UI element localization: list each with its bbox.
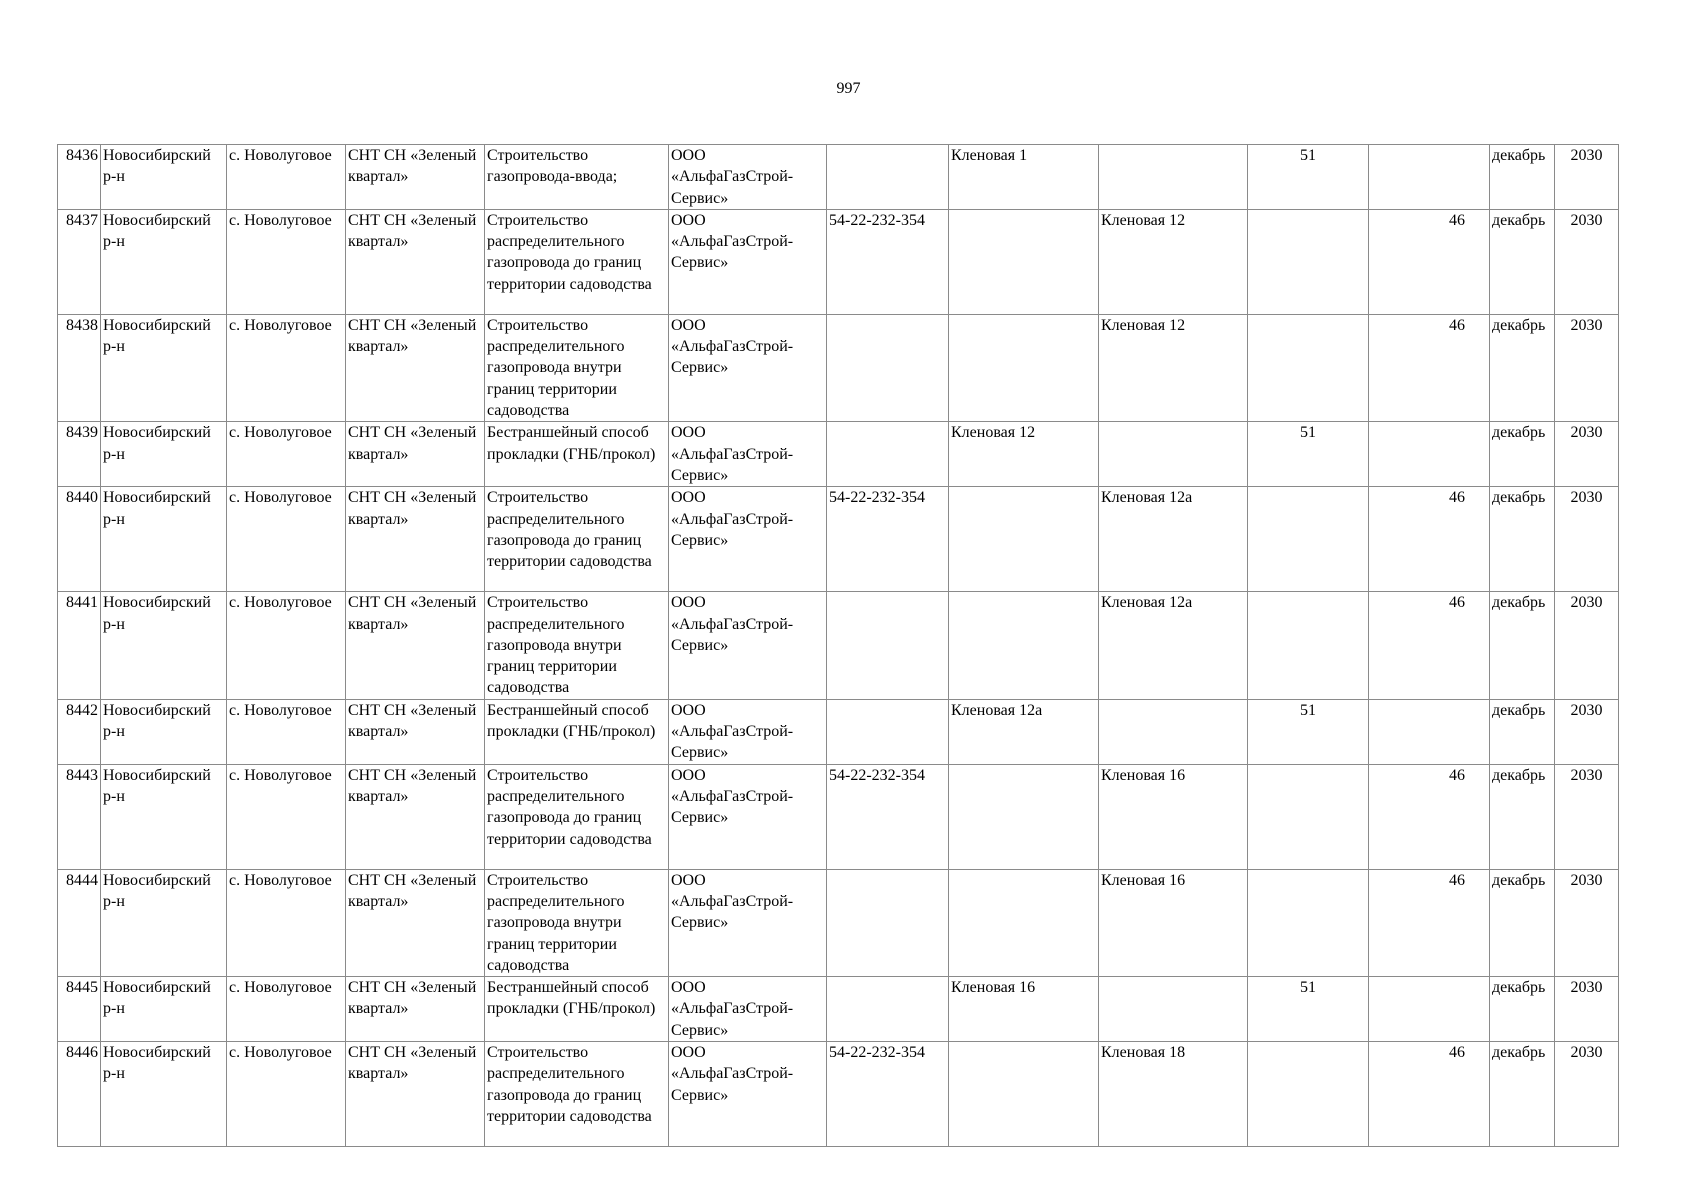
cell-work-type: Строительство распределительного газопровода до границ территории садоводства xyxy=(485,209,669,314)
cell-length-a: 51 xyxy=(1248,422,1369,487)
cell-address-a xyxy=(949,764,1099,869)
cell-work-type: Строительство распределительного газопровода внутри границ территории садоводства xyxy=(485,314,669,421)
table-row xyxy=(58,592,1619,699)
cell-number: 8437 xyxy=(58,209,101,314)
cell-address-a: Кленовая 1 xyxy=(949,145,1099,210)
cell-month: декабрь xyxy=(1490,422,1555,487)
cell-length-b xyxy=(1369,145,1490,210)
cell-organization: СНТ СН «Зеленый квартал» xyxy=(346,209,485,314)
cell-address-a: Кленовая 12а xyxy=(949,699,1099,764)
cell-length-b: 46 xyxy=(1369,1042,1490,1147)
cell-address-a xyxy=(949,314,1099,421)
cell-length-a: 51 xyxy=(1248,145,1369,210)
cell-address-a: Кленовая 12 xyxy=(949,422,1099,487)
cell-contractor: ООО «АльфаГазСтрой-Сервис» xyxy=(669,1042,827,1147)
table-row xyxy=(58,764,1619,869)
cell-year: 2030 xyxy=(1555,209,1619,314)
cell-locality: с. Новолуговое xyxy=(227,145,346,210)
cell-address-a xyxy=(949,487,1099,592)
cell-locality: с. Новолуговое xyxy=(227,422,346,487)
cell-year: 2030 xyxy=(1555,487,1619,592)
registry-body xyxy=(58,145,1619,1147)
cell-contractor: ООО «АльфаГазСтрой-Сервис» xyxy=(669,314,827,421)
cell-locality: с. Новолуговое xyxy=(227,209,346,314)
cell-month: декабрь xyxy=(1490,487,1555,592)
cell-organization: СНТ СН «Зеленый квартал» xyxy=(346,145,485,210)
cell-work-type: Бестраншейный способ прокладки (ГНБ/прокол) xyxy=(485,699,669,764)
cell-organization: СНТ СН «Зеленый квартал» xyxy=(346,422,485,487)
cell-number: 8446 xyxy=(58,1042,101,1147)
cell-district: Новосибирский р-н xyxy=(101,314,227,421)
cell-cadastral-number xyxy=(827,422,949,487)
cell-locality: с. Новолуговое xyxy=(227,977,346,1042)
cell-month: декабрь xyxy=(1490,869,1555,976)
cell-length-a xyxy=(1248,592,1369,699)
cell-length-a xyxy=(1248,764,1369,869)
cell-contractor: ООО «АльфаГазСтрой-Сервис» xyxy=(669,592,827,699)
cell-district: Новосибирский р-н xyxy=(101,422,227,487)
cell-district: Новосибирский р-н xyxy=(101,209,227,314)
cell-organization: СНТ СН «Зеленый квартал» xyxy=(346,699,485,764)
cell-work-type: Строительство распределительного газопровода до границ территории садоводства xyxy=(485,1042,669,1147)
cell-organization: СНТ СН «Зеленый квартал» xyxy=(346,764,485,869)
cell-length-b: 46 xyxy=(1369,869,1490,976)
cell-contractor: ООО «АльфаГазСтрой-Сервис» xyxy=(669,209,827,314)
cell-number: 8445 xyxy=(58,977,101,1042)
cell-locality: с. Новолуговое xyxy=(227,869,346,976)
cell-locality: с. Новолуговое xyxy=(227,592,346,699)
cell-district: Новосибирский р-н xyxy=(101,869,227,976)
cell-address-a: Кленовая 16 xyxy=(949,977,1099,1042)
table-row xyxy=(58,422,1619,487)
cell-contractor: ООО «АльфаГазСтрой-Сервис» xyxy=(669,699,827,764)
cell-work-type: Строительство газопровода-ввода; xyxy=(485,145,669,210)
cell-organization: СНТ СН «Зеленый квартал» xyxy=(346,1042,485,1147)
cell-locality: с. Новолуговое xyxy=(227,699,346,764)
cell-number: 8443 xyxy=(58,764,101,869)
cell-locality: с. Новолуговое xyxy=(227,1042,346,1147)
cell-work-type: Строительство распределительного газопровода до границ территории садоводства xyxy=(485,487,669,592)
cell-number: 8441 xyxy=(58,592,101,699)
cell-address-b: Кленовая 12 xyxy=(1099,314,1248,421)
table-row xyxy=(58,977,1619,1042)
cell-year: 2030 xyxy=(1555,977,1619,1042)
cell-number: 8444 xyxy=(58,869,101,976)
cell-number: 8439 xyxy=(58,422,101,487)
cell-year: 2030 xyxy=(1555,699,1619,764)
cell-address-b: Кленовая 12 xyxy=(1099,209,1248,314)
cell-address-a xyxy=(949,869,1099,976)
cell-number: 8438 xyxy=(58,314,101,421)
table-row xyxy=(58,209,1619,314)
cell-district: Новосибирский р-н xyxy=(101,592,227,699)
cell-address-a xyxy=(949,1042,1099,1147)
cell-month: декабрь xyxy=(1490,145,1555,210)
cell-contractor: ООО «АльфаГазСтрой-Сервис» xyxy=(669,977,827,1042)
cell-length-b: 46 xyxy=(1369,592,1490,699)
cell-contractor: ООО «АльфаГазСтрой-Сервис» xyxy=(669,487,827,592)
cell-address-b xyxy=(1099,422,1248,487)
cell-length-b xyxy=(1369,977,1490,1042)
cell-cadastral-number xyxy=(827,869,949,976)
cell-address-a xyxy=(949,209,1099,314)
cell-district: Новосибирский р-н xyxy=(101,699,227,764)
cell-year: 2030 xyxy=(1555,764,1619,869)
cell-contractor: ООО «АльфаГазСтрой-Сервис» xyxy=(669,145,827,210)
cell-cadastral-number: 54-22-232-354 xyxy=(827,1042,949,1147)
cell-year: 2030 xyxy=(1555,592,1619,699)
cell-number: 8442 xyxy=(58,699,101,764)
cell-contractor: ООО «АльфаГазСтрой-Сервис» xyxy=(669,764,827,869)
cell-length-b xyxy=(1369,422,1490,487)
cell-locality: с. Новолуговое xyxy=(227,314,346,421)
table-row xyxy=(58,487,1619,592)
cell-length-b: 46 xyxy=(1369,314,1490,421)
cell-cadastral-number xyxy=(827,699,949,764)
cell-year: 2030 xyxy=(1555,422,1619,487)
cell-length-b xyxy=(1369,699,1490,764)
cell-length-a xyxy=(1248,314,1369,421)
cell-address-b: Кленовая 12а xyxy=(1099,487,1248,592)
cell-address-b xyxy=(1099,977,1248,1042)
cell-month: декабрь xyxy=(1490,764,1555,869)
cell-cadastral-number: 54-22-232-354 xyxy=(827,209,949,314)
table-row xyxy=(58,699,1619,764)
cell-month: декабрь xyxy=(1490,699,1555,764)
cell-organization: СНТ СН «Зеленый квартал» xyxy=(346,592,485,699)
cell-address-b xyxy=(1099,145,1248,210)
cell-cadastral-number xyxy=(827,592,949,699)
cell-locality: с. Новолуговое xyxy=(227,764,346,869)
cell-length-b: 46 xyxy=(1369,209,1490,314)
cell-district: Новосибирский р-н xyxy=(101,764,227,869)
table-row xyxy=(58,1042,1619,1147)
table-row xyxy=(58,314,1619,421)
cell-cadastral-number xyxy=(827,314,949,421)
cell-month: декабрь xyxy=(1490,977,1555,1042)
cell-length-a xyxy=(1248,869,1369,976)
cell-length-a xyxy=(1248,487,1369,592)
cell-address-a xyxy=(949,592,1099,699)
cell-work-type: Строительство распределительного газопровода до границ территории садоводства xyxy=(485,764,669,869)
cell-length-a xyxy=(1248,1042,1369,1147)
cell-number: 8440 xyxy=(58,487,101,592)
cell-year: 2030 xyxy=(1555,869,1619,976)
cell-length-a: 51 xyxy=(1248,699,1369,764)
cell-work-type: Бестраншейный способ прокладки (ГНБ/прокол) xyxy=(485,422,669,487)
cell-length-a: 51 xyxy=(1248,977,1369,1042)
cell-district: Новосибирский р-н xyxy=(101,487,227,592)
cell-work-type: Строительство распределительного газопровода внутри границ территории садоводства xyxy=(485,869,669,976)
cell-length-a xyxy=(1248,209,1369,314)
table-row xyxy=(58,145,1619,210)
cell-cadastral-number xyxy=(827,977,949,1042)
registry-table xyxy=(57,144,1619,1147)
cell-contractor: ООО «АльфаГазСтрой-Сервис» xyxy=(669,422,827,487)
cell-organization: СНТ СН «Зеленый квартал» xyxy=(346,869,485,976)
cell-district: Новосибирский р-н xyxy=(101,977,227,1042)
cell-address-b: Кленовая 16 xyxy=(1099,764,1248,869)
cell-address-b: Кленовая 16 xyxy=(1099,869,1248,976)
cell-locality: с. Новолуговое xyxy=(227,487,346,592)
cell-address-b: Кленовая 18 xyxy=(1099,1042,1248,1147)
cell-address-b: Кленовая 12а xyxy=(1099,592,1248,699)
cell-month: декабрь xyxy=(1490,314,1555,421)
cell-number: 8436 xyxy=(58,145,101,210)
cell-district: Новосибирский р-н xyxy=(101,1042,227,1147)
cell-work-type: Строительство распределительного газопровода внутри границ территории садоводства xyxy=(485,592,669,699)
cell-month: декабрь xyxy=(1490,1042,1555,1147)
cell-length-b: 46 xyxy=(1369,487,1490,592)
cell-cadastral-number xyxy=(827,145,949,210)
cell-length-b: 46 xyxy=(1369,764,1490,869)
cell-year: 2030 xyxy=(1555,1042,1619,1147)
cell-organization: СНТ СН «Зеленый квартал» xyxy=(346,314,485,421)
cell-work-type: Бестраншейный способ прокладки (ГНБ/прокол) xyxy=(485,977,669,1042)
cell-cadastral-number: 54-22-232-354 xyxy=(827,764,949,869)
cell-organization: СНТ СН «Зеленый квартал» xyxy=(346,487,485,592)
cell-organization: СНТ СН «Зеленый квартал» xyxy=(346,977,485,1042)
table-row xyxy=(58,869,1619,976)
cell-year: 2030 xyxy=(1555,145,1619,210)
cell-district: Новосибирский р-н xyxy=(101,145,227,210)
page-number: 997 xyxy=(836,80,861,97)
cell-month: декабрь xyxy=(1490,592,1555,699)
cell-month: декабрь xyxy=(1490,209,1555,314)
cell-contractor: ООО «АльфаГазСтрой-Сервис» xyxy=(669,869,827,976)
cell-address-b xyxy=(1099,699,1248,764)
cell-cadastral-number: 54-22-232-354 xyxy=(827,487,949,592)
cell-year: 2030 xyxy=(1555,314,1619,421)
